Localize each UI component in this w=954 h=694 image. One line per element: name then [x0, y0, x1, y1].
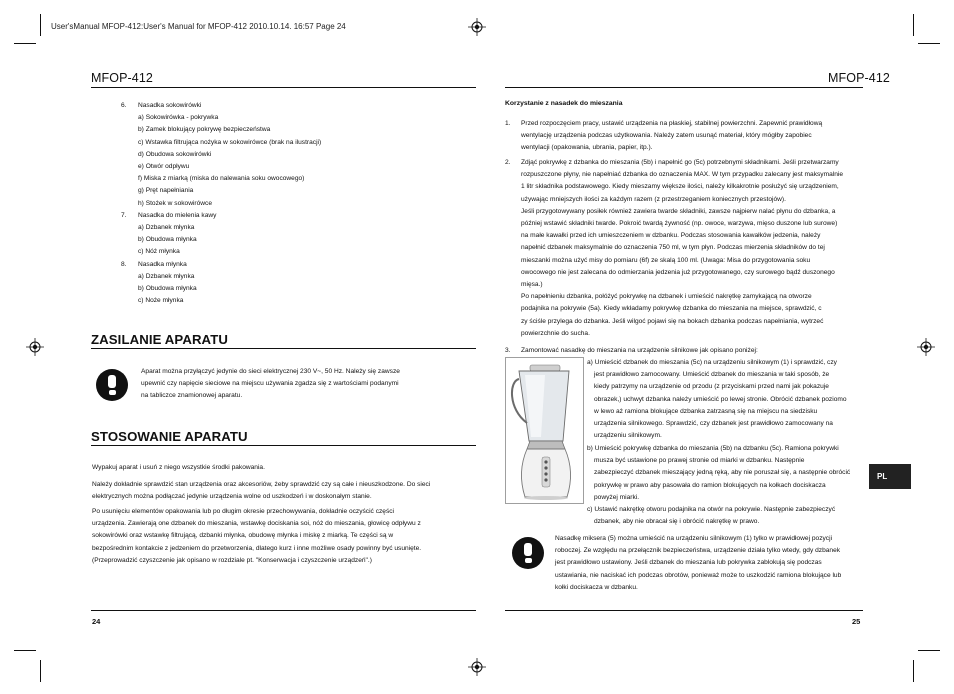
- text-line: Jeśli przygotowywany posiłek również zawiera twarde składniki, zawsze najpierw nalać płynu do dzbanka, a: [521, 207, 836, 215]
- step-3a: [587, 357, 847, 442]
- text-line: 1 litr składnika podstawowego. Kiedy mieszamy większe ilości, należy kilkakrotnie posłużyć się urządzeniem,: [521, 183, 839, 191]
- bottom-rule-right: [505, 610, 863, 611]
- text-line: Zamontować nasadkę do mieszania na urządzenie silnikowe jak opisano poniżej:: [521, 347, 758, 354]
- section-rule: [91, 348, 476, 349]
- list-subitem: a) Dzbanek młynka: [138, 272, 195, 280]
- list-subitem: c) Noże młynka: [138, 297, 184, 305]
- step-3c: [587, 504, 835, 528]
- crop-mark: [40, 660, 41, 682]
- text-line: sokowirówki oraz wstawkę filtrującą, dzbanki młynka, obudowę młynka i miskę z miarką. Te części są w: [92, 532, 394, 540]
- exclamation-warning-icon: [512, 537, 544, 569]
- step-2: [505, 157, 843, 340]
- list-subitem: b) Obudowa młynka: [138, 236, 197, 244]
- item-number: 8.: [121, 260, 127, 268]
- text-line: Należy dokładnie sprawdzić stan urządzenia oraz akcesoriów, żeby sprawdzić czy są całe i nieuszkodzone. Do sieci: [92, 481, 431, 488]
- bottom-rule-left: [91, 610, 476, 611]
- section-rule: [91, 445, 476, 446]
- item-number: 7.: [121, 211, 127, 219]
- crop-mark: [918, 650, 940, 651]
- text-line: na tabliczce znamionowej aparatu.: [141, 392, 243, 400]
- text-line: zy ściśle przylega do dzbanka. Jeśli wilgoć pojawi się na bokach dzbanka podczas napełniania, wytrzeć: [521, 317, 824, 325]
- text-line: zabezpieczyć dzbanek mieszający jedną ręką, aby nie poruszał się, a następnie obrócić: [594, 469, 851, 477]
- print-header: User'sManual MFOP-412:User's Manual for MFOP-412 2010.10.14. 16:57 Page 24: [51, 22, 346, 31]
- exclamation-warning-icon: [96, 369, 128, 401]
- text-line: Nasadkę miksera (5) można umieścić na urządzeniu silnikowym (1) tylko w prawidłowej pozycji: [555, 535, 833, 542]
- list-subitem: d) Obudowa sokowirówki: [138, 150, 212, 158]
- text-line: obrazek,) uchwyt dzbanka należy umieścić po lewej stronie. Obrócić dzbanek poziomo: [594, 395, 847, 403]
- section-heading: Korzystanie z nasadek do mieszania: [505, 100, 623, 107]
- text-line: powyżej miarki.: [594, 493, 640, 501]
- registration-mark-icon: [468, 658, 486, 676]
- crop-mark: [913, 660, 914, 682]
- text-line: mieszanki można użyć misy do pomiaru (6f) ze skalą 100 ml. (Uwaga: Misa do przygotowania soku: [521, 256, 811, 264]
- list-subitem: a) Dzbanek młynka: [138, 224, 195, 231]
- language-tab: PL: [869, 464, 911, 489]
- list-subitem: c) Wstawka filtrująca nożyka w sokowirówce (brak na ilustracji): [138, 138, 322, 146]
- text-line: na małe kawałki przed ich umieszczeniem w dzbanku. Podczas stosowania kawałków jedzenia, należy: [521, 232, 821, 240]
- crop-mark: [913, 14, 914, 36]
- item-number: 6.: [121, 102, 127, 109]
- mixer-warning-text: [555, 533, 841, 594]
- text-line: mięsa.): [521, 281, 543, 289]
- text-line: urządzeniu silnikowym.: [594, 432, 662, 440]
- text-line: powierzchnie do sucha.: [521, 329, 590, 337]
- list-item: [121, 259, 321, 271]
- usage-paragraph: [92, 506, 421, 567]
- usage-paragraph: [92, 479, 430, 503]
- step-3: [505, 345, 758, 357]
- text-line: musza być ustawione po prawej stronie od miarki w dzbanku. Następnie: [594, 457, 805, 465]
- list-item: [121, 210, 321, 222]
- text-line: c) Ustawić nakrętkę otworu podajnika na otwór na pokrywie. Następnie zabezpieczyć: [587, 506, 836, 513]
- text-line: (Przeprowadzić czyszczenie jak opisano w rozdziale pt. "Konserwacja i czyszczenie urządzeń".): [92, 556, 372, 564]
- power-warning-text: [141, 366, 400, 403]
- step-number: 3.: [505, 347, 511, 354]
- section-title-usage: STOSOWANIE APARATU: [91, 429, 248, 444]
- text-line: upewnić czy napięcie sieciowe na miejscu używania zgadza się z wartościami podanymi: [141, 380, 399, 388]
- text-line: wentylacji (opakowania, ubrania, papier, itp.).: [521, 144, 653, 152]
- text-line: bezpośrednim kontakcie z jedzeniem do przetworzenia, dlatego kurz i inne możliwe osady powinny być usunięte.: [92, 544, 422, 552]
- text-line: ustawiania, nie naciskać ich podczas obrotów, ponieważ może to uszkodzić ramiona blokujące lub: [555, 571, 842, 579]
- registration-mark-icon: [26, 338, 44, 356]
- text-line: b) Umieścić pokrywkę dzbanka do mieszania (5b) na dzbanku (5c). Ramiona pokrywki: [587, 445, 839, 452]
- crop-mark: [918, 43, 940, 44]
- text-line: Przed rozpoczęciem pracy, ustawić urządzenia na płaskiej, stabilnej powierzchni. Zapewnić prawidłową: [521, 120, 823, 127]
- text-line: jest prawidłowo ustawiony. Jeśli dzbanek do mieszania lub pokrywka zablokują się podczas: [555, 559, 822, 567]
- section-title-power: ZASILANIE APARATU: [91, 332, 228, 347]
- text-line: urządzenia. Zawierają one dzbanek do mieszania, wstawkę dociskania soi, nóż do mieszania, głowicę odpływu z: [92, 520, 421, 528]
- text-line: wentylację urządzenia podczas użytkowania. Należy zatem usunąć materiał, który mógłby zapobiec: [521, 132, 812, 140]
- text-line: dzbanek, aby nie obracał się i obrócić nakrętkę w prawo.: [594, 518, 760, 526]
- text-line: pokrywkę w prawo aby pasowała do ramion blokujących na kołkach dociskacza: [594, 481, 826, 489]
- list-subitem: c) Nóż młynka: [138, 248, 180, 256]
- item-label: Nasadka młynka: [138, 260, 187, 268]
- text-line: napełnić dzbanek maksymalnie do oznaczenia 750 ml, w tym płyn. Podczas mierzenia składników do tej: [521, 244, 825, 252]
- top-rule-right: [505, 87, 863, 88]
- text-line: używając mniejszych ilości za każdym razem (z przestrzeganiem koniecznych przestojów).: [521, 195, 786, 203]
- step-3b: [587, 443, 850, 504]
- list-subitem: a) Sokowirówka - pokrywka: [138, 114, 219, 122]
- list-subitem: e) Otwór odpływu: [138, 163, 190, 170]
- text-line: roboczej. Ze względu na przełącznik bezpieczeństwa, urządzenie działa tylko wtedy, gdy dzbanek: [555, 547, 841, 555]
- text-line: później wstawić składniki twarde. Pokroić twardą żywność (np. owoce, warzywa, mięso duszone lub surowe): [521, 220, 838, 228]
- step-1: [505, 118, 822, 155]
- text-line: jest prawidłowo zamocowany. Umieścić dzbanek do mieszania w taki sposób, że: [594, 371, 830, 379]
- text-line: kiedy patrzymy na urządzenie od przodu (z przyciskami przed nami jak pokazuje: [594, 383, 829, 391]
- model-label-right: MFOP-412: [828, 71, 890, 85]
- list-subitem: b) Zamek blokujący pokrywę bezpieczeństwa: [138, 126, 271, 134]
- list-subitem: g) Pręt napełniania: [138, 187, 194, 195]
- registration-mark-icon: [468, 18, 486, 36]
- model-label-left: MFOP-412: [91, 71, 153, 85]
- usage-paragraph: [92, 462, 265, 474]
- step-number: 2.: [505, 159, 511, 166]
- text-line: owocowego nie jest zalecana do odmierzania jedzenia już przygotowanego, czy surowego bądź duszonego: [521, 268, 835, 276]
- list-subitem: b) Obudowa młynka: [138, 285, 197, 292]
- item-label: Nasadka sokowirówki: [138, 102, 202, 109]
- text-line: a) Umieścić dzbanek do mieszania (5c) na urządzeniu silnikowym (1) i sprawdzić, czy: [587, 359, 837, 366]
- text-line: Aparat można przyłączyć jedynie do sieci elektrycznej 230 V~, 50 Hz. Należy się zawsze: [141, 368, 400, 375]
- text-line: Po napełnieniu dzbanka, połóżyć pokrywkę na dzbanek i umieścić nakrętkę zamykającą na otworze: [521, 293, 812, 301]
- text-line: kołki dociskacza w dzbanku.: [555, 583, 638, 591]
- page-number-right: 25: [852, 617, 861, 626]
- text-line: elektrycznych można podłączać jedynie urządzenia wolne od uszkodzeń i w doskonałym stanie.: [92, 493, 372, 501]
- crop-mark: [14, 650, 36, 651]
- top-rule-left: [91, 87, 476, 88]
- text-line: Po usunięciu elementów opakowania lub po długim okresie przechowywania, dokładnie oczyścić części: [92, 508, 395, 515]
- registration-mark-icon: [917, 338, 935, 356]
- list-item: [121, 100, 321, 112]
- step-number: 1.: [505, 120, 511, 127]
- text-line: Wypakuj aparat i usuń z niego wszystkie środki pakowania.: [92, 464, 265, 471]
- list-subitem: h) Stożek w sokowirówce: [138, 199, 213, 207]
- component-list: [121, 100, 321, 307]
- list-subitem: f) Miska z miarką (miska do nalewania soku owocowego): [138, 175, 305, 183]
- item-label: Nasadka do mielenia kawy: [138, 211, 217, 219]
- text-line: urządzenia silnikowego. Sprawdzić, czy dzbanek jest prawidłowo zamocowany na: [594, 420, 833, 428]
- crop-mark: [14, 43, 36, 44]
- crop-mark: [40, 14, 41, 36]
- text-line: w lewo aż ramiona blokujące dzbanka zatrzasną się na miejscu na siedzisku: [594, 407, 818, 415]
- text-line: podajnika na pokrywie (5a). Kiedy wkładamy pokrywkę dzbanka do mieszania na miejsce, sprawdzić, c: [521, 305, 822, 313]
- text-line: Zdjąć pokrywkę z dzbanka do mieszania (5b) i napełnić go (5c) potrzebnymi składnikami. Jeśli przetwarzamy: [521, 159, 839, 166]
- page-number-left: 24: [92, 617, 101, 626]
- blender-illustration: [505, 357, 584, 504]
- text-line: rozpuszczone płyny, nie napełniać dzbanka do oznaczenia MAX. W tym przypadku zalecany jest maksymalnie: [521, 171, 844, 179]
